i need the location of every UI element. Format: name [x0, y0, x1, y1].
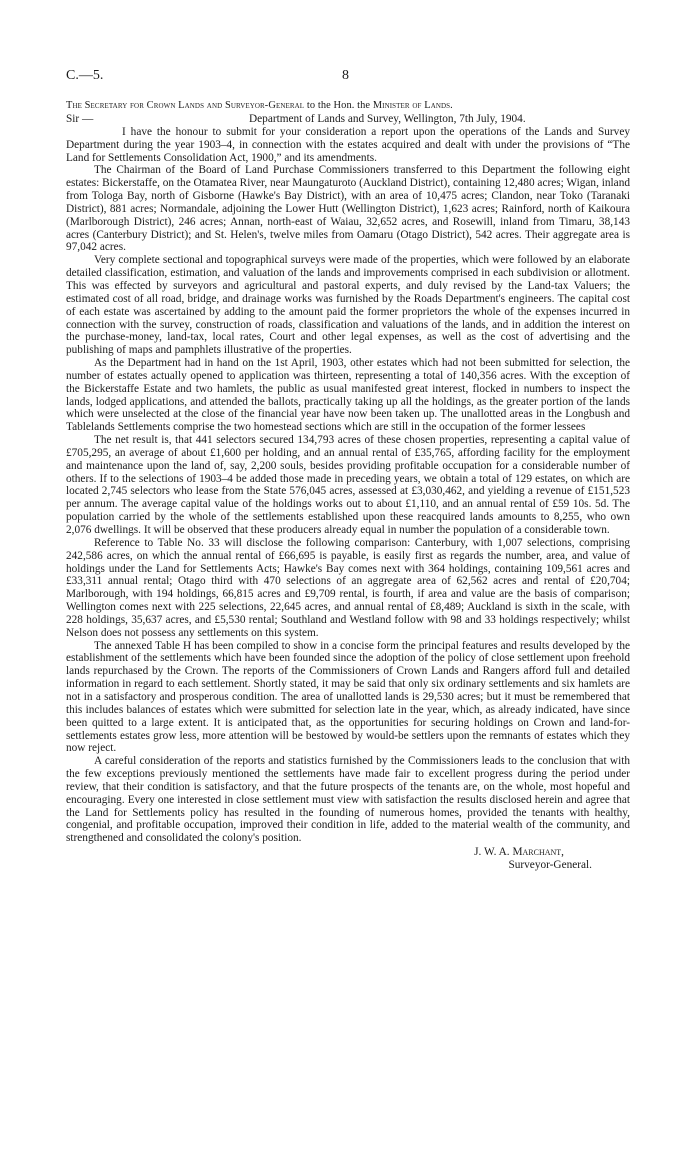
address-from: The Secretary for Crown Lands and Surveyor-General	[66, 100, 305, 111]
salutation: Sir —	[66, 112, 94, 125]
salutation-line	[66, 113, 630, 126]
letter-body	[66, 100, 630, 872]
signature-name: J. W. A. Marchant,	[474, 846, 564, 859]
dateline: Department of Lands and Survey, Wellington, 7th July, 1904.	[249, 112, 526, 125]
address-connector: to the Hon. the	[304, 100, 373, 111]
signature-title: Surveyor-General.	[508, 858, 592, 871]
paragraph-7: The annexed Table H has been compiled to show in a concise form the principal features and results developed by the establishment of the settlements which have been founded since the adoption of the policy of close settlement upon freehold lands repurchased by the Crown. The reports of the Commissioners of Crown Lands and Rangers afford full and detailed information in regard to each settlement. Shortly stated, it may be said that only six ordinary settlements and six hamlets are not in a satisfactory and prosperous condition. The area of unallotted lands is 29,530 acres; but it must be remembered that this includes balances of estates which were submitted for selection late in the year, which, as already indicated, have since been quitted to a large extent. It is anticipated that, as the opportunities for securing holdings on Crown and land-for-settlements estates grow less, more attention will be bestowed by would-be settlers upon the remnants of estates which they now reject.	[66, 639, 630, 755]
signature-block	[66, 846, 630, 872]
paragraph-2: The Chairman of the Board of Land Purchase Commissioners transferred to this Department the following eight estates: Bickerstaffe, on the Otamatea River, near Maungaturoto (Auckland District), containing 12,480 acres; Wigan, inland from Tologa Bay, north of Gisborne (Hawke's Bay District), with an area of 10,475 acres; Clandon, near Toko (Taranaki District), 881 acres; Normandale, adjoining the Lower Hutt (Wellington District), 1,623 acres; Rainford, north of Kaikoura (Marlborough District), 246 acres; Annan, north-east of Waiau, 32,652 acres, and Rosewill, inland from Timaru, 38,143 acres (Canterbury District); and St. Helen's, twelve miles from Oamaru (Otago District), 542 acres. Their aggregate area is 97,042 acres.	[66, 164, 630, 254]
paragraph-3: Very complete sectional and topographical surveys were made of the properties, which were followed by an elaborate detailed classification, estimation, and valuation of the lands and improvements comprised in each subdivision or allotment. This was effected by surveyors and agricultural and pastoral experts, and duly revised by the Land-tax Valuers; the estimated cost of all road, bridge, and drainage works was furnished by the Roads Department's engineers. The capital cost of each estate was ascertained by adding to the amount paid the former proprietors the whole of the expenses incurred in connection with the survey, construction of roads, classification and valuations of the lands, and in addition the interest on the purchase-money, land-tax, local rates, Court and other legal expenses, as well as the cost of advertising and the publishing of maps and pamphlets illustrative of the properties.	[66, 254, 630, 357]
paragraph-6: Reference to Table No. 33 will disclose the following comparison: Canterbury, with 1,007 selections, comprising 242,586 acres, on which the annual rental of £66,695 is payable, is easily first as regards the number, area, and value of holdings under the Land for Settlements Acts; Hawke's Bay comes next with 364 holdings, containing 109,561 acres and £33,311 annual rental; Otago third with 470 selections of an aggregate area of 62,562 acres and rental of £20,704; Marlborough, with 194 holdings, 66,815 acres and £9,709 rental, is fourth, if area and value are the basis of comparison; Wellington comes next with 225 selections, 22,645 acres, and annual rental of £8,489; Auckland is sixth in the scale, with 228 holdings, 35,637 acres, and £5,530 rental; Southland and Westland follow with 98 and 33 holdings respectively; whilst Nelson does not possess any settlements on this system.	[66, 536, 630, 639]
paragraph-8: A careful consideration of the reports and statistics furnished by the Commissioners leads to the conclusion that with the few exceptions previously mentioned the settlements have made fair to excellent progress during the period under review, that their condition is satisfactory, and that the future prospects of the tenants are, on the whole, most hopeful and encouraging. Every one interested in close settlement must view with satisfaction the results disclosed herein and agree that the Land for Settlements policy has resulted in the founding of numerous homes, provided the tenants with healthy, congenial, and profitable occupation, improved their condition in life, added to the material wealth of the community, and strengthened and consolidated the colony's position.	[66, 755, 630, 845]
address-line	[66, 100, 630, 113]
paragraph-5: The net result is, that 441 selectors secured 134,793 acres of these chosen properties, representing a capital value of £705,295, an average of about £1,600 per holding, and an annual rental of £35,765, affording facility for the employment and maintenance upon the land of, say, 2,200 souls, besides providing profitable occupation for a considerable number of others. If to the selections of 1903–4 be added those made in preceding years, we obtain a total of 129 estates, on which are located 2,745 selectors who lease from the State 576,045 acres, assessed at £3,030,462, and yielding a revenue of £151,523 per annum. The average capital value of the holdings works out to about £1,110, and an annual rental of £59 10s. 5d. The population carried by the whole of the settlements established upon these reacquired lands amounts to 8,255, who own 2,076 dwellings. It will be observed that these producers already equal in number the population of a considerable town.	[66, 434, 630, 536]
page-header	[66, 68, 636, 86]
paragraph-4: As the Department had in hand on the 1st April, 1903, other estates which had not been submitted for selection, the number of estates actually opened to application was thirteen, representing a total of 140,356 acres. With the exception of the Bickerstaffe Estate and two hamlets, the public as usual manifested great interest, flocked in numbers to inspect the lands, lodged applications, and attended the ballots, practically taking up all the holdings, as the greater portion of the lands which were unselected at the close of the financial year have now been taken up. The unallotted areas in the Longbush and Tablelands Settlements comprise the two homestead sections which are still in the occupation of the former lessees	[66, 357, 630, 434]
address-to: Minister of Lands	[372, 100, 451, 111]
document-reference: C.—5.	[66, 68, 104, 83]
page-number: 8	[342, 68, 349, 83]
paragraph-1: I have the honour to submit for your consideration a report upon the operations of the Lands and Survey Department during the year 1903–4, in connection with the estates acquired and dealt with under the provisions of “The Land for Settlements Consolidation Act, 1900,” and its amendments.	[66, 125, 630, 164]
address-end: .	[450, 100, 453, 111]
